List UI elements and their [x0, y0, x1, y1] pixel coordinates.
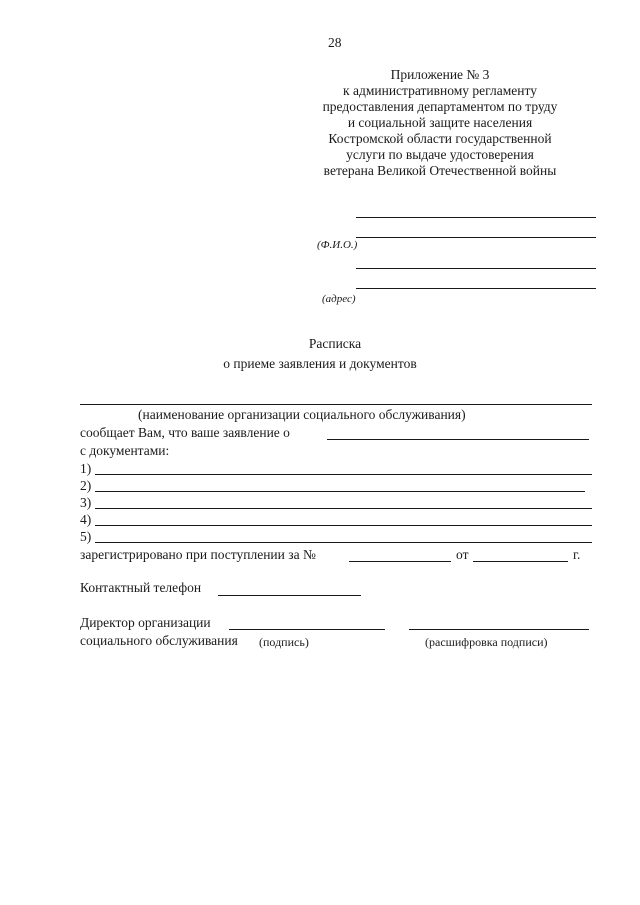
doc-item-line-1	[95, 474, 592, 475]
title-line-1: Расписка	[308, 336, 362, 351]
director-label-1: Директор организации	[80, 615, 211, 630]
sign-caption: (подпись)	[259, 635, 309, 649]
appendix-line: ветерана Великой Отечественной войны	[323, 163, 557, 178]
decode-caption: (расшифровка подписи)	[425, 635, 548, 649]
phone-line	[218, 595, 361, 596]
appendix-line: и социальной защите населения	[347, 115, 533, 130]
address-caption: (адрес)	[322, 293, 356, 305]
recipient-address-line-1	[356, 268, 596, 269]
fio-caption: (Ф.И.О.)	[317, 239, 358, 251]
from-label: от	[456, 547, 469, 562]
registration-number-line	[349, 561, 451, 562]
title-line-2: о приеме заявления и документов	[223, 356, 417, 371]
application-subject-line	[327, 439, 589, 440]
appendix-line: предоставления департаментом по труду	[322, 99, 558, 114]
appendix-header	[300, 67, 580, 179]
recipient-name-line-1	[356, 217, 596, 218]
signature-line	[229, 629, 385, 630]
doc-item-number: 4)	[80, 512, 92, 527]
doc-item-number: 1)	[80, 461, 92, 476]
recipient-name-line-2	[356, 237, 596, 238]
doc-item-number: 5)	[80, 529, 92, 544]
appendix-line: к административному регламенту	[343, 83, 537, 98]
year-label: г.	[573, 547, 581, 562]
phone-label: Контактный телефон	[80, 580, 202, 595]
appendix-line: услуги по выдаче удостоверения	[346, 147, 534, 162]
organization-line	[80, 404, 592, 405]
registration-date-line	[473, 561, 568, 562]
doc-item-line-3	[95, 508, 592, 509]
doc-item-number: 3)	[80, 495, 92, 510]
document-title	[0, 336, 640, 372]
registered-text: зарегистрировано при поступлении за №	[80, 547, 316, 562]
doc-item-line-2	[95, 491, 585, 492]
signature-decode-line	[409, 629, 589, 630]
director-label-2: социального обслуживания	[80, 633, 238, 648]
recipient-address-line-2	[356, 288, 596, 289]
appendix-line: Костромской области государственной	[328, 131, 552, 146]
doc-item-line-5	[95, 542, 592, 543]
doc-item-number: 2)	[80, 478, 92, 493]
page-number: 28	[328, 35, 342, 50]
organization-caption: (наименование организации социального обслуживания)	[138, 407, 466, 422]
appendix-line: Приложение № 3	[390, 67, 490, 82]
documents-label: с документами:	[80, 443, 170, 458]
informs-text: сообщает Вам, что ваше заявление о	[80, 425, 290, 440]
doc-item-line-4	[95, 525, 592, 526]
